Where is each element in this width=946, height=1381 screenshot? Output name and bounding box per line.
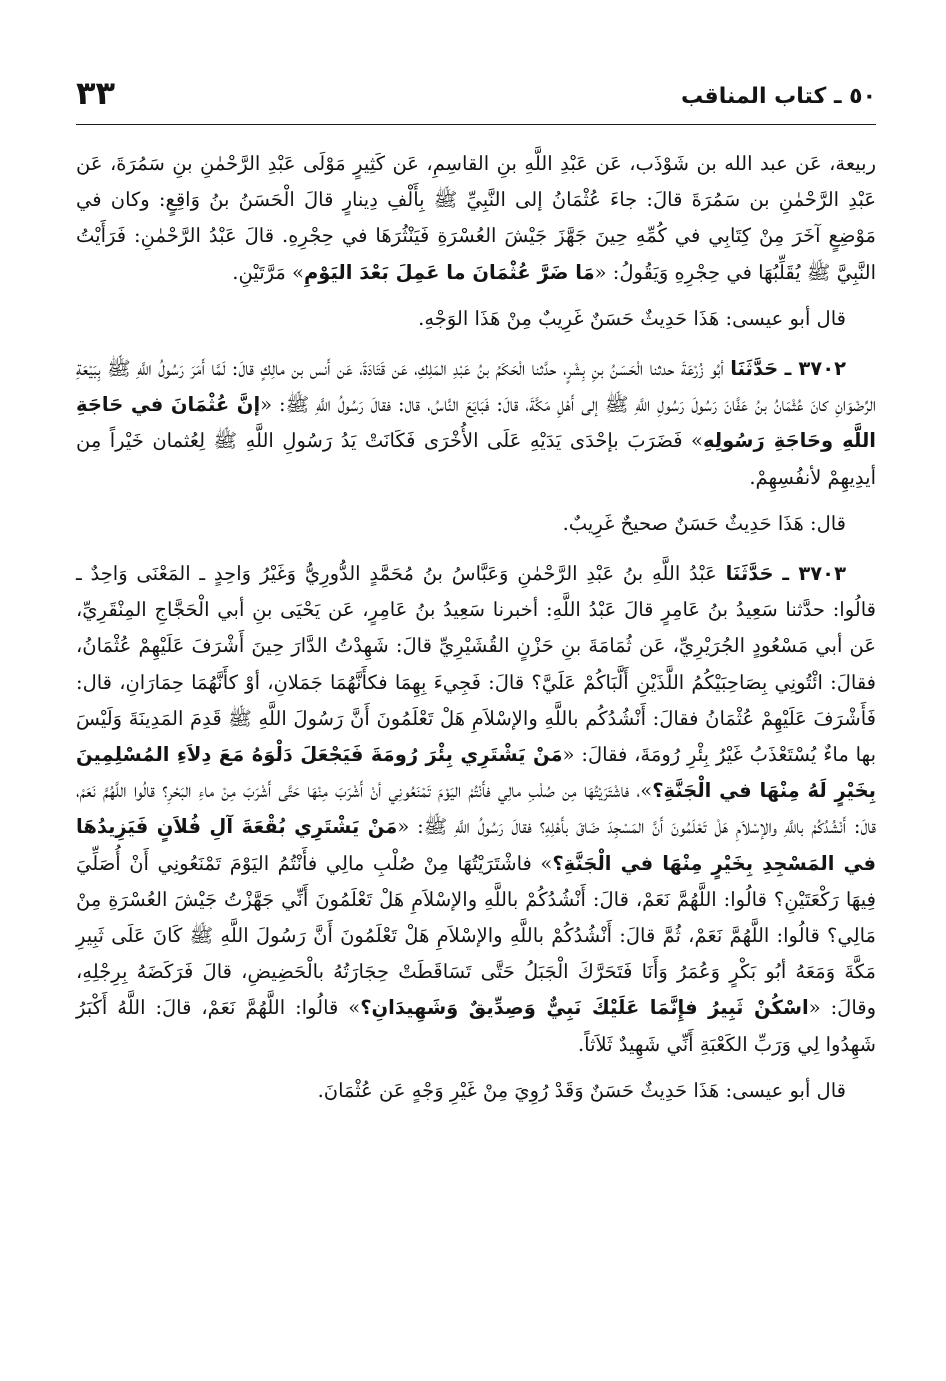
haddathana-keyword: حَدَّثَنَا — [725, 562, 774, 586]
page-header — [76, 74, 876, 125]
chapter-title: ٥٠ ـ كتاب المناقب — [681, 84, 876, 109]
hadith-number: ٣٧٠٢ ـ — [784, 357, 846, 381]
grading-note: قال: هَذَا حَدِيثٌ حَسَنٌ صحيحٌ غَرِيبٌ. — [562, 511, 846, 535]
page-body — [76, 146, 876, 1109]
hadith-text: » قالُوا: اللَّهُمَّ نَعَمْ، قالَ: اللَّهُ أَكْبَرُ شَهِدُوا لِي وَرَبِّ الكَعْبَةِ أَنِّي شَهِيدٌ ثَلاَثاً. — [76, 996, 876, 1056]
prophet-quote: مَنْ يَشْتَرِي بِئْرَ رُومَةَ فَيَجْعَلَ دَلْوَهُ مَعَ دِلاَءِ المُسْلِمِينَ بِخَيْرٍ لَهُ مِنْهَا في الْجَنَّةِ؟ — [76, 743, 876, 803]
page-number: ٣٣ — [76, 74, 116, 112]
hadith-text: » مَرَّتَيْنِ. — [232, 260, 304, 284]
hadith-text: عَبْدُ اللَّهِ بنُ عَبْدِ الرَّحْمٰنِ وَعَبَّاسُ بنُ مُحَمَّدٍ الدُّورِيُّ وَغَيْرُ وَاحِدٍ ـ المَعْنَى وَاحِدٌ ـ قالُوا: حدَّثنا سَعِيدُ بنُ عَامِرٍ قالَ عَبْدُ اللَّهِ: أخبرنا سَعِيدُ بنُ عَامِرٍ، عَن يَحْيَى بنِ أبي الْحَجَّاجِ المِنْقَرِيِّ، عَن أبي مَسْعُودٍ الجُرَيْرِيِّ، عَن ثُمَامَةَ بنِ حَزْنٍ القُشَيْرِيِّ قالَ: شَهِدْتُ الدَّارَ حِينَ أَشْرَفَ عَلَيْهِمْ عُثْمَانُ، فقالَ: ائْتُونِي بِصَاحِبَيْكُمُ اللَّذَيْنِ أَلَّبَاكُمْ عَلَيَّ؟ قالَ: فَجِيءَ بِهِمَا فكأَنَّهُمَا جَمَلانِ، أوْ كأَنَّهُمَا حِمَارَانِ، قال: فَأَشْرَفَ عَلَيْهِمْ عُثْمَانُ فقالَ: أَنْشُدُكُم باللَّهِ والإسْلاَمِ هَلْ تَعْلَمُونَ أَنَّ رَسُولَ اللَّهِ ﷺ قَدِمَ المَدِينَةَ وَلَيْسَ بها ماءٌ يُسْتَعْذَبُ غَيْرُ بِئْرِ رُومَةَ، فقالَ: « — [76, 562, 876, 767]
hadith-text: ربيعة، عَن عبد الله بن شَوْذَب، عَن عَبْدِ اللَّهِ بنِ القاسِمِ، عَن كَثِيرٍ مَوْلَى عَبْدِ الرَّحْمٰنِ بنِ سَمُرَةَ، عَن عَبْدِ الرَّحْمٰنِ بن سَمُرَةَ قالَ: جاءَ عُثْمَانُ إلى النَّبِيِّ ﷺ بِأَلْفِ دِينارٍ قالَ الْحَسَنُ بنُ وَاقِعٍ: وكان في مَوْضِعٍ آخَرَ مِنْ كِتَابِي في كُمِّهِ حِينَ جَهَّزَ جَيْشَ العُسْرَةِ فَيَنْثُرَهَا في حِجْرِهِ. قالَ عَبْدُ الرَّحْمٰنِ: فَرَأَيْتُ النَّبِيَّ ﷺ يُقَلِّبُهَا في حِجْرِهِ وَيَقُولُ: « — [76, 152, 876, 284]
hadith-number: ٣٧٠٣ ـ — [782, 562, 846, 586]
hadith-text: »، فاشْتَرَيْتُهَا مِن صُلْبِ مالِي فأَنْتُمْ اليَوْمَ تَمْنَعُونِي أنْ أَشْرَبَ مِنْهَا حَتَّى أَشْرَبَ مِنْ ماءِ البَحْرِ؟ قالُوا اللَّهُمَّ نَعَمْ، قالَ: أَنْشُدُكُمْ باللَّهِ والإسْلاَمِ هَلْ تَعْلَمُونَ أَنَّ المَسْجِدَ ضَاقَ بأَهْلِهِ؟ فقالَ رَسُولُ اللَّهِ ﷺ: « — [76, 779, 876, 839]
hadith-3703 — [76, 556, 876, 1063]
prophet-quote: اسْكُنْ ثَبِيرُ فإِنَّمَا عَلَيْكَ نَبِيٌّ وَصِدِّيقٌ وَشَهِيدَانِ؟ — [360, 996, 809, 1020]
prophet-quote: إنَّ عُثْمَانَ في حَاجَةِ اللَّهِ وحَاجَةِ رَسُولِهِ — [76, 393, 876, 453]
haddathana-keyword: حَدَّثَنَا — [730, 357, 779, 381]
hadith-continuation — [76, 146, 876, 291]
hadith-text: » فاشْتَرَيْتُهَا مِنْ صُلْبِ مالِي فأَنْتُمُ اليَوْمَ تَمْنَعُونِي أَنْ أُصَلِّيَ فِيهَا رَكْعَتَيْنِ؟ قالُوا: اللَّهُمَّ نَعَمْ، قالَ: أَنْشُدُكُمْ باللَّهِ والإسْلاَمِ هَلْ تَعْلَمُونَ أَنِّي جَهَّزْتُ جَيْشَ العُسْرَةِ مِنْ مَالِي؟ قالُوا: اللَّهُمَّ نَعَمْ، ثُمَّ قالَ: أَنْشُدُكُمْ باللَّهِ والإسْلاَمِ هَلْ تَعْلَمُونَ أَنَّ رَسُولَ اللَّهِ ﷺ كَانَ عَلَى ثَبِيرِ مَكَّةَ وَمَعَهُ أبُو بَكْرٍ وَعُمَرُ وَأَنَا فَتَحَرَّكَ الْجَبَلُ حَتَّى تَسَاقَطَتْ حِجَارَتُهُ بالْحَضِيضِ، قالَ فَرَكَضَهُ بِرِجْلِهِ، وقالَ: « — [76, 851, 877, 1020]
hadith-3702 — [76, 351, 876, 496]
hadith-text: » فَضَرَبَ بإحْدَى يَدَيْهِ عَلَى الأُخْرَى فَكَانَتْ يَدُ رَسُولِ اللَّهِ ﷺ لِعُثمان خَيْراً مِن أيدِيهِمْ لأنفُسِهِمْ. — [76, 429, 876, 489]
grading-note: قال أبو عيسى: هَذَا حَدِيثٌ حَسَنٌ وَقَدْ رُوِيَ مِنْ غَيْرِ وَجْهٍ عَن عُثْمَانَ. — [317, 1078, 846, 1102]
prophet-quote: مَا ضَرَّ عُثْمَانَ ما عَمِلَ بَعْدَ اليَوْمِ — [303, 260, 595, 284]
grading-note: قال أبو عيسى: هَذَا حَدِيثٌ حَسَنٌ غَرِيبٌ مِنْ هَذَا الوَجْهِ. — [418, 306, 846, 330]
prophet-quote: مَنْ يَشْتَرِي بُقْعَةَ آلِ فُلاَنٍ فَيَزِيدُهَا في المَسْجِدِ بِخَيْرٍ مِنْهَا في الْجَنَّةِ؟ — [76, 815, 876, 875]
hadith-text: أبُو زُرْعَةَ حدثنا الْحَسَنُ بنِ بِشْرٍ، حدَّثنا الْحَكَمُ بنُ عَبْدِ المَلِكِ، عَن قَتَادَةَ، عَن أَنس بن مالِكٍ قالَ: لَمَّا أَمَرَ رَسُولُ اللَّهِ ﷺ بِبَيْعَةِ الرِّضْوَانِ كانَ عُثْمَانُ بنُ عَفَّانَ رَسُولَ رَسُولِ اللَّهِ ﷺ إلى أَهْلِ مَكَّةَ، قالَ: فَبَايَعَ النَّاسُ، قال: فقالَ رَسُولُ اللَّهِ ﷺ: « — [76, 357, 876, 417]
